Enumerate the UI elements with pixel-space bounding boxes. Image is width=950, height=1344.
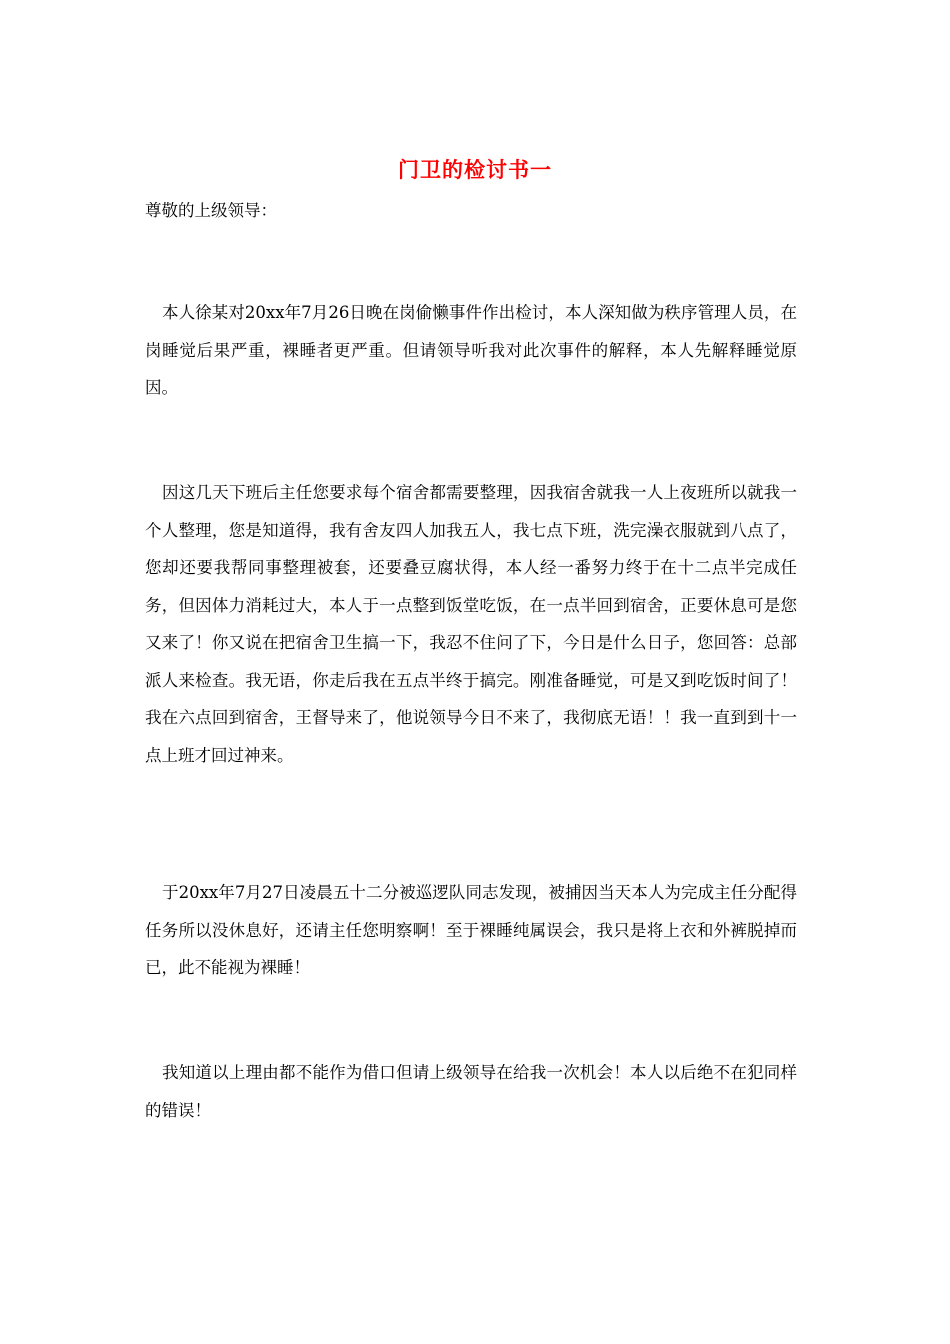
document-title: 门卫的检讨书一	[398, 157, 552, 182]
paragraph-1: 本人徐某对20xx年7月26日晚在岗偷懒事件作出检讨，本人深知做为秩序管理人员，在岗睡觉后果严重，裸睡者更严重。但请领导听我对此次事件的解释，本人先解释睡觉原因。	[145, 303, 797, 397]
salutation: 尊敬的上级领导：	[145, 201, 277, 220]
paragraph-4: 我知道以上理由都不能作为借口但请上级领导在给我一次机会！本人以后绝不在犯同样的错误！	[145, 1063, 797, 1120]
paragraph-2: 因这几天下班后主任您要求每个宿舍都需要整理，因我宿舍就我一人上夜班所以就我一个人整理，您是知道得，我有舍友四人加我五人，我七点下班，洗完澡衣服就到八点了，您却还要我帮同事整理被套，还要叠豆腐状得，本人经一番努力终于在十二点半完成任务，但因体力消耗过大，本人于一点整到饭堂吃饭，在一点半回到宿舍，正要休息可是您又来了！你又说在把宿舍卫生搞一下，我忍不住问了下，今日是什么日子，您回答：总部派人来检查。我无语，你走后我在五点半终于搞完。刚准备睡觉，可是又到吃饭时间了！我在六点回到宿舍，王督导来了，他说领导今日不来了，我彻底无语！！我一直到到十一点上班才回过神来。	[145, 483, 797, 765]
paragraph-3: 于20xx年7月27日凌晨五十二分被巡逻队同志发现，被捕因当天本人为完成主任分配得任务所以没休息好，还请主任您明察啊！至于裸睡纯属误会，我只是将上衣和外裤脱掉而已，此不能视为裸睡！	[145, 883, 797, 977]
